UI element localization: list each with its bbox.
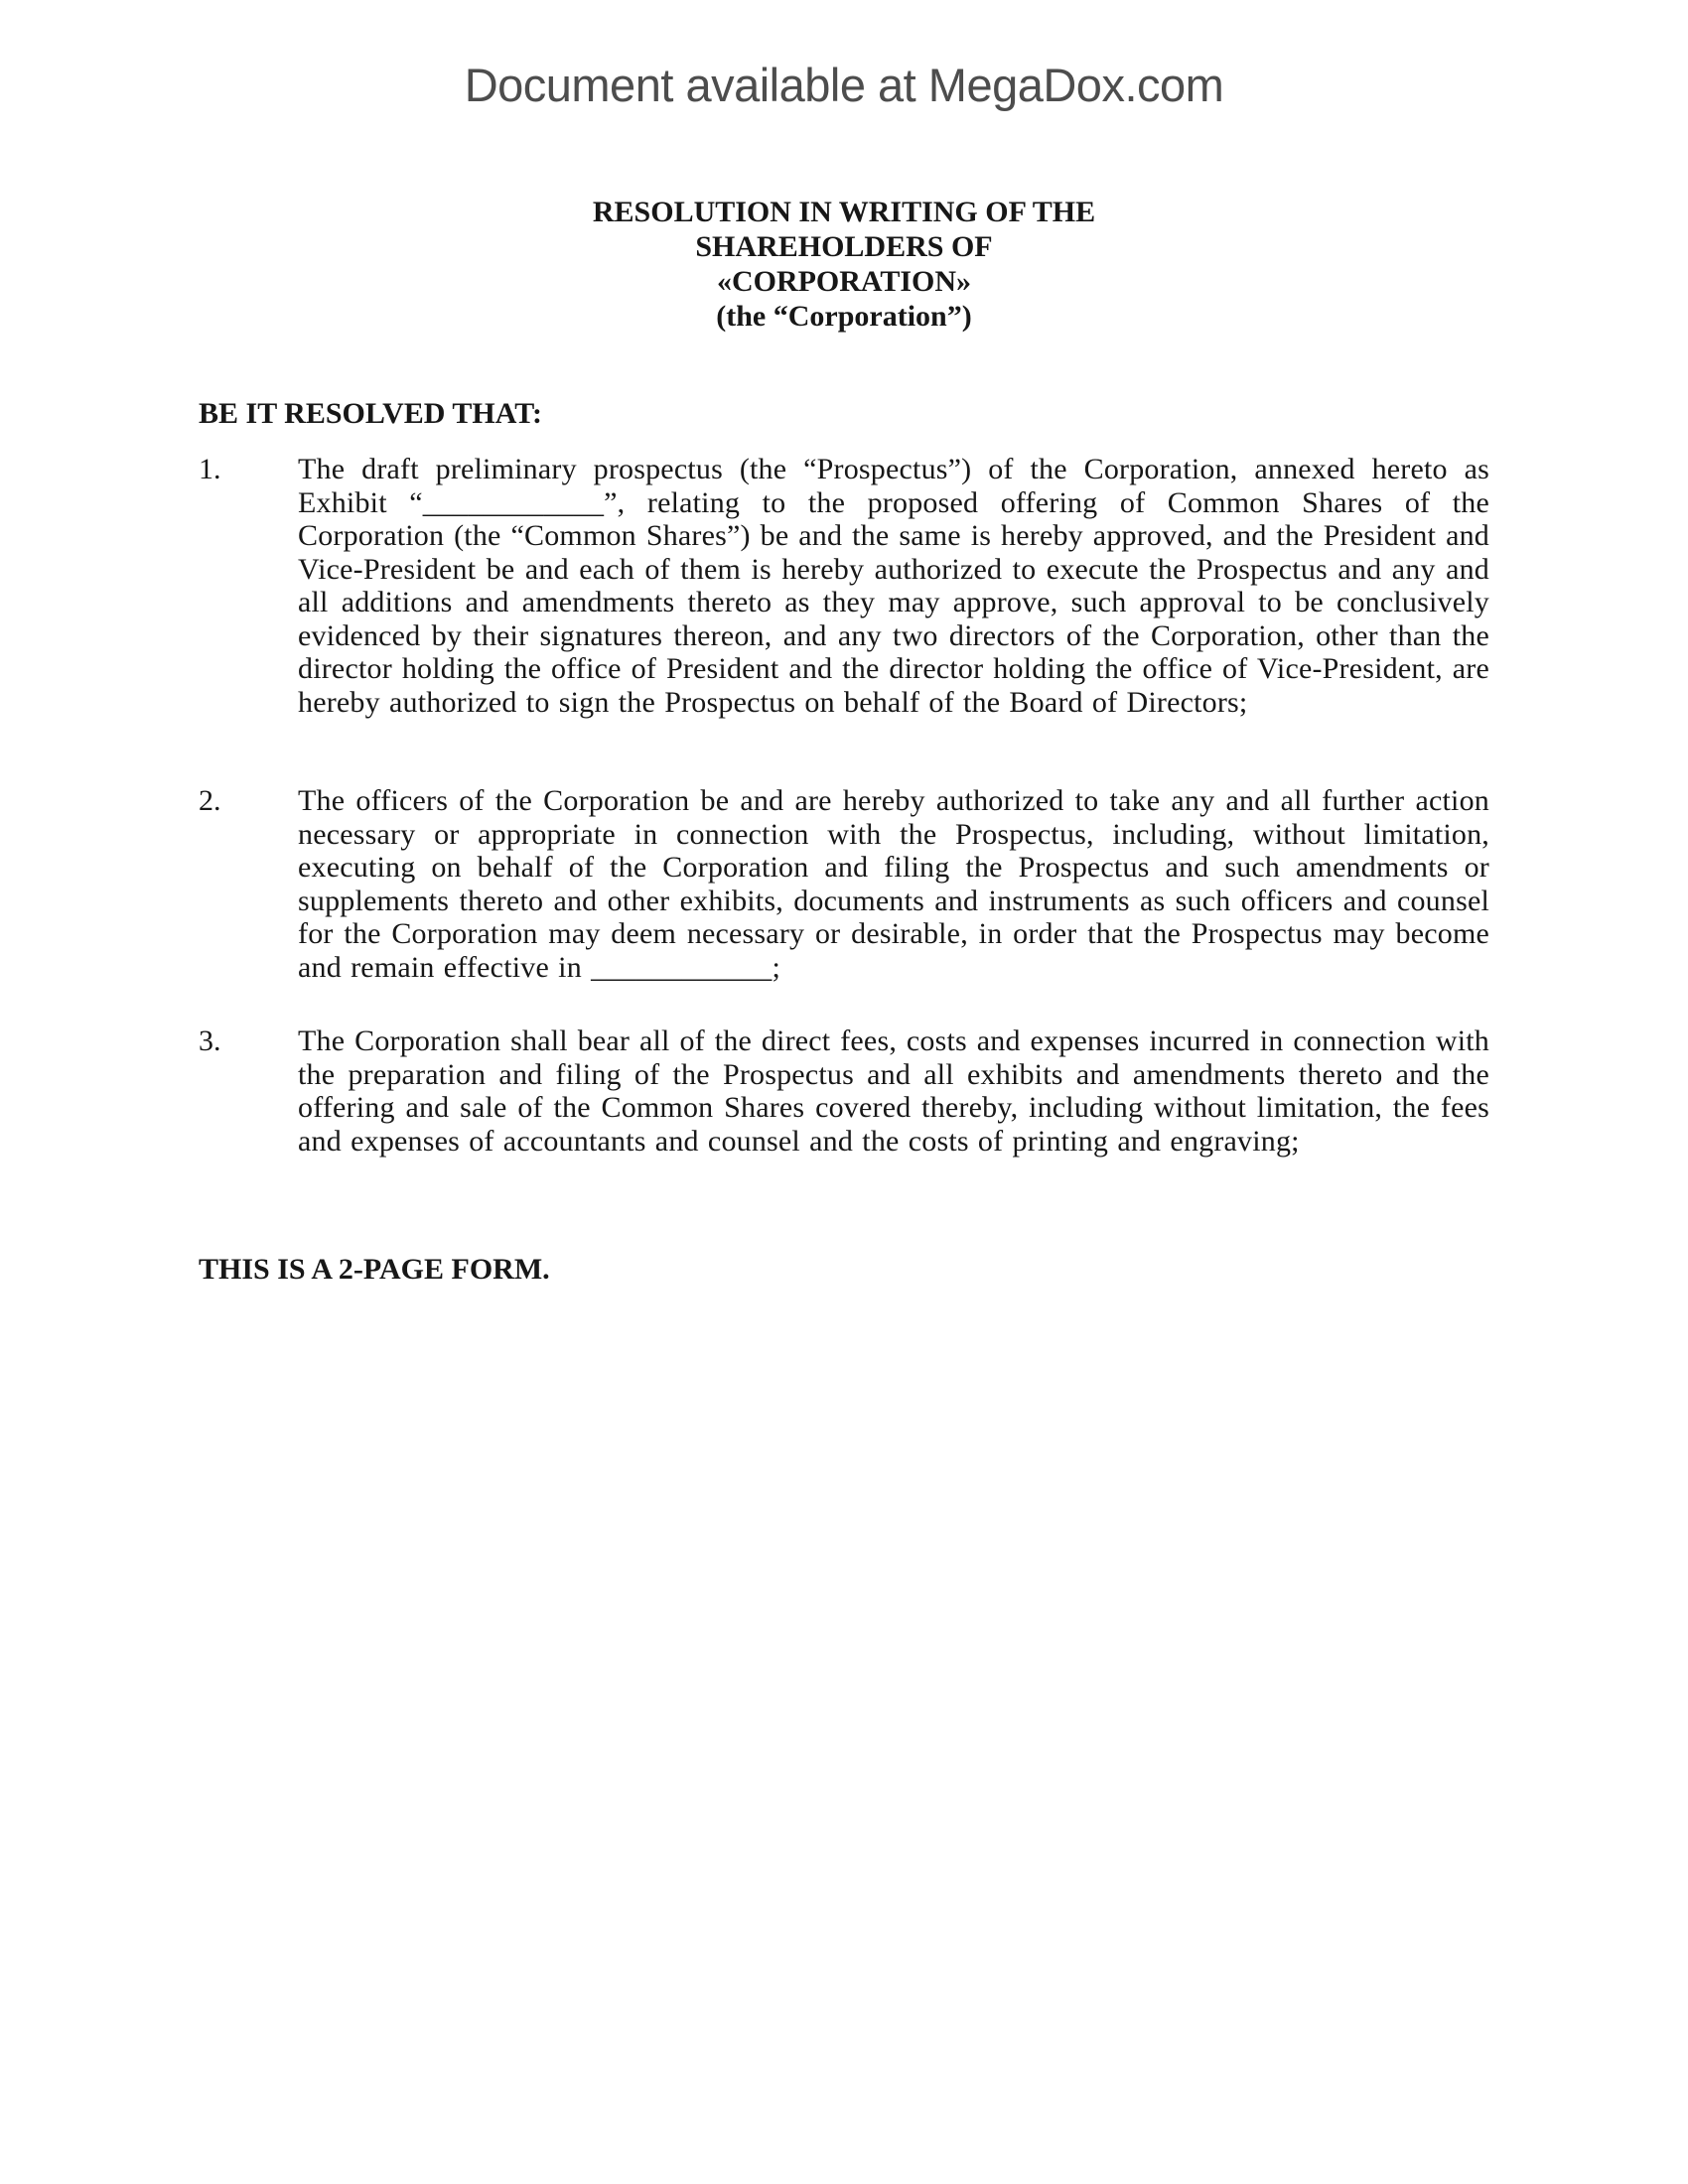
resolved-heading: BE IT RESOLVED THAT:: [199, 397, 542, 430]
watermark-text: Document available at MegaDox.com: [464, 59, 1224, 111]
clause-2-text: The officers of the Corporation be and are hereby authorized to take any and all further action necessary or appropriate in connection with the Prospectus, including, without limitation, executing on behalf of the Corporation and filing the Prospectus and such amendments or supplements thereto and other exhibits, documents and instruments as such officers and counsel for the Corporation may deem necessary or desirable, in order that the Prospectus may become and remain effective in ____________;: [298, 784, 1489, 984]
title-line-3: «CORPORATION»: [716, 265, 972, 298]
title-line-4: (the “Corporation”): [716, 300, 972, 333]
clause-3: [199, 1024, 1489, 1158]
clause-2-number: 2.: [199, 784, 221, 817]
clause-3-text: The Corporation shall bear all of the direct fees, costs and expenses incurred in connection with the preparation and filing of the Prospectus and all exhibits and amendments thereto and the offering and sale of the Common Shares covered thereby, including without limitation, the fees and expenses of accountants and counsel and the costs of printing and engraving;: [298, 1024, 1489, 1158]
clause-2: [199, 784, 1489, 984]
clause-3-number: 3.: [199, 1024, 221, 1057]
clause-1-number: 1.: [199, 453, 221, 485]
clause-1-text: The draft preliminary prospectus (the “Prospectus”) of the Corporation, annexed hereto as Exhibit “____________”, relating to the proposed offering of Common Shares of the Corporation (the “Common Shares”) be and the same is hereby approved, and the President and Vice-President be and each of them is hereby authorized to execute the Prospectus and any and all additions and amendments thereto as they may approve, such approval to be conclusively evidenced by their signatures thereon, and any two directors of the Corporation, other than the director holding the office of President and the director holding the office of Vice-President, are hereby authorized to sign the Prospectus on behalf of the Board of Directors;: [298, 453, 1489, 719]
title-line-1: RESOLUTION IN WRITING OF THE: [592, 196, 1096, 228]
title-line-2: SHAREHOLDERS OF: [695, 230, 993, 263]
document-title: [199, 195, 1489, 334]
page-note: THIS IS A 2-PAGE FORM.: [199, 1253, 550, 1286]
clause-1: [199, 453, 1489, 719]
